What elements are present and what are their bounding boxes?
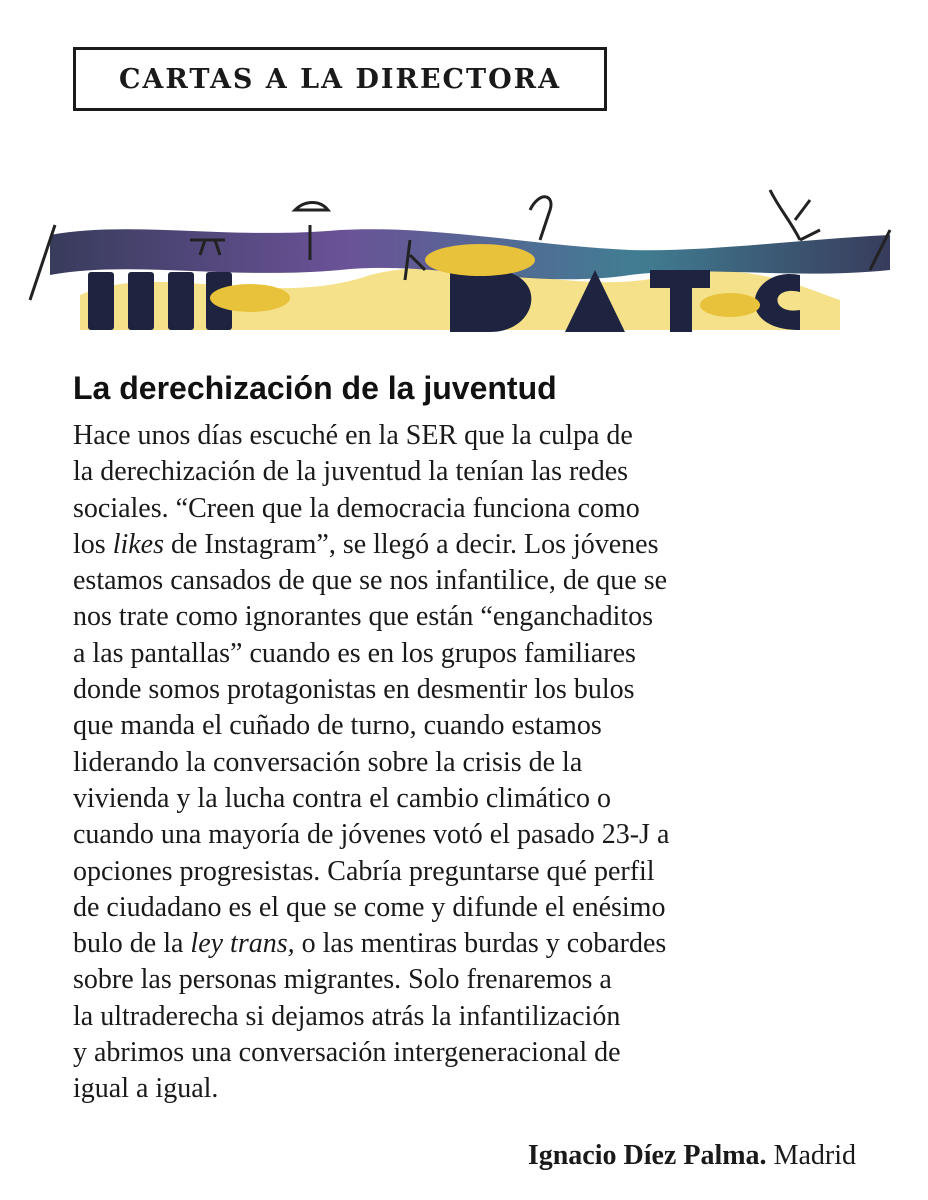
author-city: Madrid: [773, 1140, 856, 1171]
author-name: Ignacio Díez Palma.: [527, 1140, 767, 1171]
italic-term: likes: [112, 528, 164, 560]
italic-term: ley trans,: [190, 928, 295, 960]
body-line: [73, 926, 863, 962]
body-text-segment: o las mentiras burdas y cobardes: [294, 928, 667, 960]
body-line: nos trate como ignorantes que están “enganchaditos: [73, 601, 654, 633]
section-label: CARTAS A LA DIRECTORA: [118, 63, 562, 95]
body-line: sobre las personas migrantes. Solo frenaremos a: [73, 964, 612, 996]
body-line: de ciudadano es el que se come y difunde el enésimo: [73, 891, 666, 923]
body-line: igual a igual.: [73, 1073, 219, 1105]
body-line: donde somos protagonistas en desmentir los bulos: [73, 674, 635, 706]
body-line: opciones progresistas. Cabría preguntarse qué perfil: [73, 855, 655, 887]
body-line: la derechización de la juventud la tenían las redes: [73, 456, 629, 488]
letter-signature: [528, 1140, 856, 1172]
body-line: [73, 527, 863, 563]
body-text-segment: bulo de la: [73, 928, 191, 960]
body-line: estamos cansados de que se nos infantilice, de que se: [73, 565, 668, 597]
body-line: y abrimos una conversación intergeneracional de: [73, 1037, 621, 1069]
section-header-box: [73, 47, 607, 111]
body-text-segment: los: [73, 528, 113, 560]
body-line: cuando una mayoría de jóvenes votó el pasado 23-J a: [73, 819, 670, 851]
body-text-segment: de Instagram”, se llegó a decir. Los jóvenes: [164, 528, 659, 560]
body-line: sociales. “Creen que la democracia funciona como: [73, 492, 640, 524]
article-headline: La derechización de la juventud: [73, 370, 557, 406]
body-line: a las pantallas” cuando es en los grupos familiares: [73, 637, 636, 669]
body-line: Hace unos días escuché en la SER que la culpa de: [73, 420, 633, 451]
body-line: vivienda y la lucha contra el cambio climático o: [73, 782, 612, 814]
body-line: que manda el cuñado de turno, cuando estamos: [73, 710, 602, 742]
body-line: la ultraderecha si dejamos atrás la infantilización: [73, 1000, 621, 1032]
illustrated-letters-banner: [10, 180, 910, 350]
article-body: [73, 418, 863, 1108]
body-line: liderando la conversación sobre la crisis de la: [73, 746, 583, 778]
